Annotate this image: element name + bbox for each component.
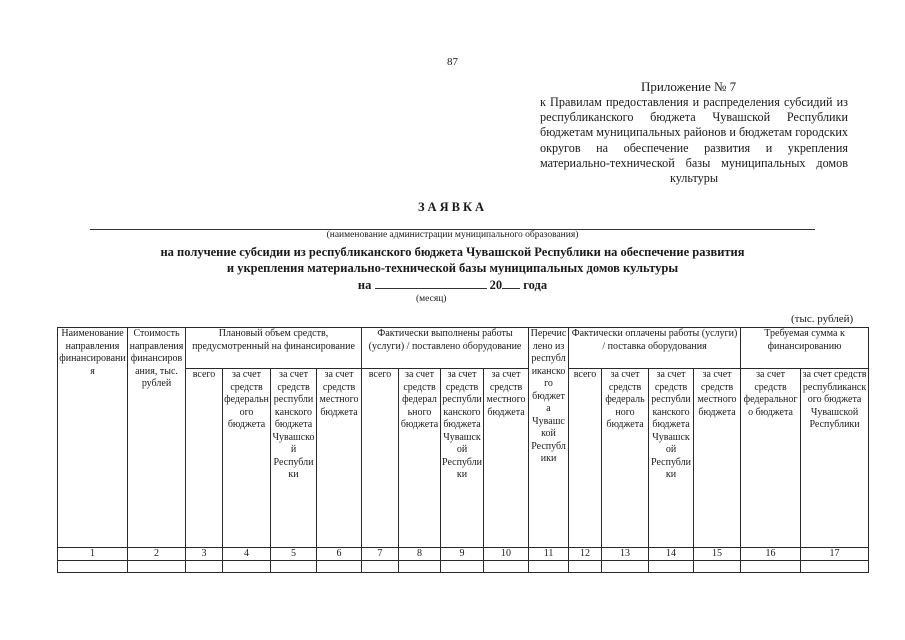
- header-planned-volume: Плановый объем средств, предусмотренный на финансирование: [186, 328, 362, 369]
- header-direction-name: Наименование направления финансирования: [58, 328, 128, 548]
- header-actual-completed: Фактически выполнены работы (услуги) / поставлено оборудование: [362, 328, 529, 369]
- period-suffix: года: [523, 278, 548, 292]
- sub-planned-local: за счет средств местного бюджета: [317, 369, 362, 548]
- column-number: 3: [186, 548, 223, 561]
- column-number: 16: [741, 548, 801, 561]
- entry-cell[interactable]: [484, 561, 529, 573]
- entry-cell[interactable]: [649, 561, 694, 573]
- sub-required-republic: за счет средств республиканского бюджета Чувашской Республики: [801, 369, 869, 548]
- period-prefix: на: [357, 278, 372, 292]
- entry-cell[interactable]: [569, 561, 602, 573]
- header-transferred: Перечислено из республиканского бюджета Чувашской Республики: [529, 328, 569, 548]
- month-blank: [375, 277, 487, 289]
- appendix-number: Приложение № 7: [641, 79, 737, 94]
- sub-actual-federal: за счет средств федерального бюджета: [399, 369, 441, 548]
- entry-cell[interactable]: [362, 561, 399, 573]
- column-number: 7: [362, 548, 399, 561]
- column-number: 13: [602, 548, 649, 561]
- sub-paid-total: всего: [569, 369, 602, 548]
- column-number: 6: [317, 548, 362, 561]
- admin-name-caption: (наименование администрации муниципального образования): [326, 230, 579, 240]
- page-number: 87: [447, 56, 458, 68]
- entry-cell[interactable]: [441, 561, 484, 573]
- column-number: 11: [529, 548, 569, 561]
- column-number: 4: [223, 548, 271, 561]
- header-actual-paid: Фактически оплачены работы (услуги) / поставка оборудования: [569, 328, 741, 369]
- sub-actual-local: за счет средств местного бюджета: [484, 369, 529, 548]
- entry-cell[interactable]: [694, 561, 741, 573]
- column-number: 17: [801, 548, 869, 561]
- entry-cell[interactable]: [399, 561, 441, 573]
- entry-cell[interactable]: [741, 561, 801, 573]
- application-table: [57, 327, 869, 573]
- column-number: 14: [649, 548, 694, 561]
- sub-planned-republic: за счет средств республиканского бюджета Чувашской Республики: [271, 369, 317, 548]
- subsidy-purpose-line-1: на получение субсидии из республиканского бюджета Чувашской Республики на обеспечение развития: [160, 245, 745, 259]
- document-title: ЗАЯВКА: [417, 200, 488, 214]
- month-caption: (месяц): [416, 294, 447, 304]
- subsidy-purpose-line-2: и укрепления материально-технической базы муниципальных домов культуры: [226, 261, 679, 275]
- header-required-amount: Требуемая сумма к финансированию: [741, 328, 869, 369]
- appendix-text: к Правилам предоставления и распределения субсидий из республиканского бюджета Чувашской Республики бюджетам муниципальных районов и бюджетам городских округов на обеспечение развития и укрепления материально-технической базы муниципальных домов культуры: [540, 95, 848, 186]
- column-number: 1: [58, 548, 128, 561]
- entry-cell[interactable]: [128, 561, 186, 573]
- column-number: 12: [569, 548, 602, 561]
- entry-cell[interactable]: [58, 561, 128, 573]
- entry-cell[interactable]: [186, 561, 223, 573]
- entry-cell[interactable]: [529, 561, 569, 573]
- column-number: 10: [484, 548, 529, 561]
- sub-paid-federal: за счет средств федерального бюджета: [602, 369, 649, 548]
- sub-paid-republic: за счет средств республиканского бюджета Чувашской Республики: [649, 369, 694, 548]
- entry-cell[interactable]: [271, 561, 317, 573]
- column-number: 9: [441, 548, 484, 561]
- sub-required-federal: за счет средств федерального бюджета: [741, 369, 801, 548]
- units-label: (тыс. рублей): [791, 313, 854, 325]
- entry-cell[interactable]: [602, 561, 649, 573]
- sub-actual-total: всего: [362, 369, 399, 548]
- sub-planned-federal: за счет средств федерального бюджета: [223, 369, 271, 548]
- column-number: 15: [694, 548, 741, 561]
- column-number: 5: [271, 548, 317, 561]
- entry-cell[interactable]: [223, 561, 271, 573]
- period-line: [0, 277, 905, 293]
- header-direction-cost: Стоимость направления финансирования, тыс. рублей: [128, 328, 186, 548]
- year-blank: [502, 277, 520, 289]
- sub-actual-republic: за счет средств республиканского бюджета Чувашской Республики: [441, 369, 484, 548]
- entry-cell[interactable]: [801, 561, 869, 573]
- column-number: 2: [128, 548, 186, 561]
- entry-cell[interactable]: [317, 561, 362, 573]
- sub-planned-total: всего: [186, 369, 223, 548]
- sub-paid-local: за счет средств местного бюджета: [694, 369, 741, 548]
- column-number: 8: [399, 548, 441, 561]
- period-year-prefix: 20: [489, 278, 503, 292]
